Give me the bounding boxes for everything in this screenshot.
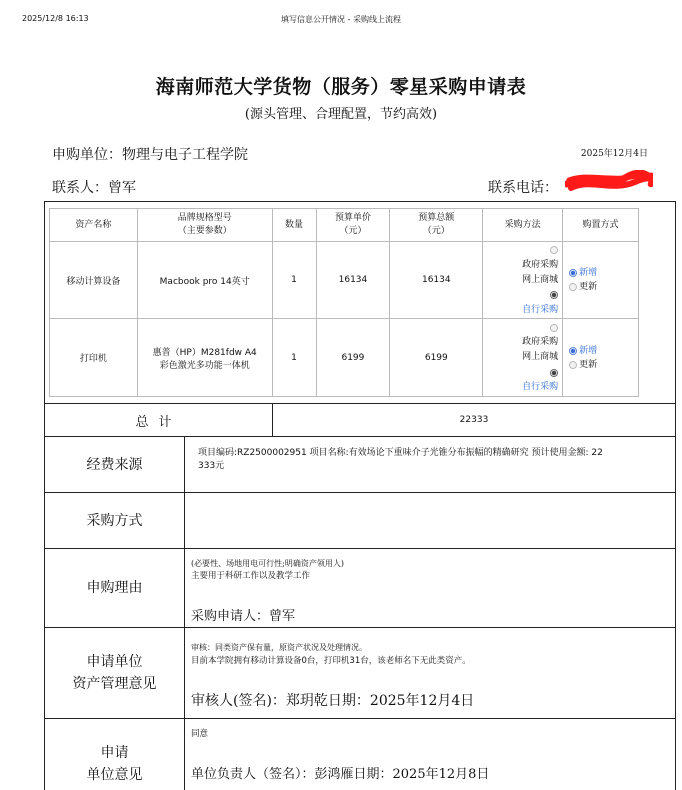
unit-opinion-content (186, 719, 675, 790)
asset-opinion-content (186, 628, 675, 718)
method-option-mall[interactable]: 网上商城 (522, 352, 559, 362)
quantity-cell: 1 (272, 319, 316, 397)
table-row (50, 242, 639, 319)
method-option-self[interactable]: 自行采购 (522, 382, 559, 392)
form-body (44, 201, 676, 790)
type-radio-update[interactable] (569, 283, 577, 291)
print-page-title: 填写信息公开情况 - 采购线上流程 (281, 15, 401, 24)
method-option-gov[interactable]: 政府采购 (522, 259, 559, 270)
asset-name-cell: 打印机 (50, 319, 138, 397)
contact-person: 联系人：曾军 (52, 180, 136, 196)
unit-price-cell: 6199 (316, 319, 390, 397)
asset-opinion-hint: 审核：同类资产保有量，原资产状况及处理情况。 (191, 643, 367, 652)
redaction-scribble (565, 170, 653, 194)
asset-opinion-label: 申请单位 资产管理意见 (45, 628, 185, 718)
header-asset-name: 资产名称 (50, 209, 138, 242)
asset-opinion-text[interactable]: 目前本学院拥有移动计算设备0台，打印机31台，该老师名下无此类资产。 (191, 656, 471, 666)
spec-cell: 惠普（HP）M281fdw A4 彩色激光多功能一体机 (137, 319, 272, 397)
header-unit-price: 预算单价 （元） (316, 209, 390, 242)
procurement-method-value[interactable] (186, 493, 675, 548)
procurement-method-row (45, 492, 675, 548)
method-radio-mall-selected[interactable] (550, 291, 558, 299)
reason-label: 申购理由 (45, 549, 185, 627)
unit-opinion-label: 申请 单位意见 (45, 719, 185, 790)
print-datetime: 2025/12/8 16:13 (22, 14, 89, 23)
funding-text-line1: 项目编码:RZ2500002951 项目名称:有效场论下重味介子光锥分布振幅的精确研究 预计使用金额: 22 (198, 448, 603, 458)
asset-opinion-row (45, 627, 675, 718)
unit-opinion-signature: 单位负责人（签名）：彭鸿雁日期：2025年12月8日 (191, 767, 490, 782)
print-header (0, 14, 682, 28)
type-radio-new[interactable] (569, 269, 577, 277)
header-quantity: 数量 (272, 209, 316, 242)
type-radio-update[interactable] (569, 361, 577, 369)
unit-opinion-row (45, 718, 675, 790)
funding-content (186, 437, 675, 492)
method-option-self[interactable]: 自行采购 (522, 304, 559, 315)
table-row (50, 319, 639, 397)
method-cell (483, 242, 563, 319)
type-option-update[interactable]: 更新 (579, 359, 598, 370)
form-title: 海南师范大学货物（服务）零星采购申请表 (155, 76, 527, 98)
unit-opinion-text[interactable]: 同意 (191, 729, 209, 739)
asset-opinion-signature: 审核人(签名)：郑玥乾日期：2025年12月4日 (191, 693, 475, 709)
header-total: 预算总额 （元） (390, 209, 483, 242)
form-subtitle: (源头管理、合理配置，节约高效) (244, 107, 438, 122)
total-cell: 6199 (390, 319, 483, 397)
type-option-new[interactable]: 新增 (579, 268, 598, 278)
unit-price-cell: 16134 (316, 242, 390, 319)
reason-content (186, 549, 675, 627)
items-table (49, 208, 639, 397)
contact-phone-label: 联系电话： (488, 180, 558, 196)
reason-hint: (必要性、场地用电可行性;明确资产领用人) (191, 559, 344, 568)
method-radio-blank[interactable] (550, 324, 558, 332)
type-radio-new[interactable] (569, 347, 577, 355)
total-label: 总计 (45, 404, 273, 436)
method-radio-blank[interactable] (550, 246, 558, 254)
requesting-unit: 申购单位：物理与电子工程学院 (52, 147, 248, 163)
spec-cell: Macbook pro 14英寸 (137, 242, 272, 319)
purchase-type-cell (563, 242, 639, 319)
total-row (45, 403, 675, 436)
asset-name-cell: 移动计算设备 (50, 242, 138, 319)
reason-text[interactable]: 主要用于科研工作以及教学工作 (191, 571, 311, 581)
items-header-row (50, 209, 639, 242)
funding-label: 经费来源 (45, 437, 185, 492)
method-option-gov[interactable]: 政府采购 (522, 337, 559, 347)
header-spec: 品牌规格型号 （主要参数） (137, 209, 272, 242)
procurement-method-label: 采购方式 (45, 493, 185, 548)
funding-text-line2: 333元 (198, 461, 225, 471)
method-option-mall[interactable]: 网上商城 (522, 274, 559, 285)
reason-row (45, 548, 675, 627)
total-value: 22333 (459, 415, 489, 425)
purchase-type-cell (563, 319, 639, 397)
form-date: 2025年12月4日 (580, 149, 648, 159)
reason-applicant: 采购申请人：曾军 (191, 609, 296, 624)
funding-row (45, 436, 675, 492)
header-purchase-type: 购置方式 (563, 209, 639, 242)
method-cell (483, 319, 563, 397)
total-cell: 16134 (390, 242, 483, 319)
header-method: 采购方法 (483, 209, 563, 242)
type-option-update[interactable]: 更新 (579, 282, 598, 292)
quantity-cell: 1 (272, 242, 316, 319)
type-option-new[interactable]: 新增 (579, 345, 598, 356)
method-radio-mall-selected[interactable] (550, 369, 558, 377)
